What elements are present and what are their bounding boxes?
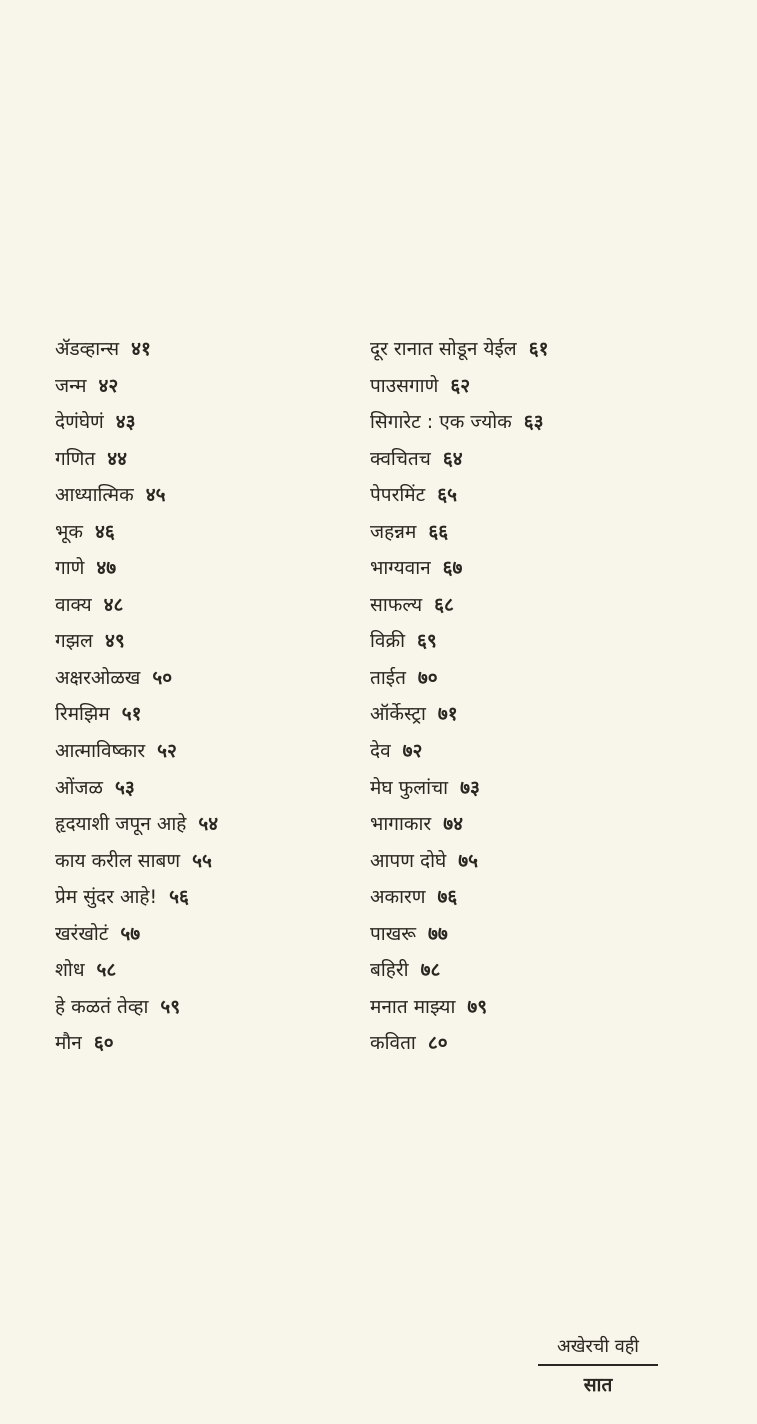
toc-entry <box>55 623 218 660</box>
toc-entry-title: अक्षरओळख <box>55 666 141 689</box>
toc-entry <box>55 843 218 880</box>
toc-entry <box>55 916 218 953</box>
toc-entry-title: शोध <box>55 959 85 982</box>
toc-entry-page-number: ४२ <box>98 374 119 397</box>
toc-entry-page-number: ६४ <box>442 447 463 470</box>
toc-entry-title: हे कळतं तेव्हा <box>55 995 149 1018</box>
toc-entry-page-number: ५४ <box>198 813 219 836</box>
toc-entry-title: ओंजळ <box>55 776 103 799</box>
toc-entry <box>55 806 218 843</box>
toc-entry-title: कविता <box>370 1032 416 1055</box>
toc-right-column <box>370 331 548 1062</box>
toc-entry-title: ॲडव्हान्स <box>55 338 120 360</box>
toc-entry-title: भागाकार <box>370 813 432 836</box>
toc-entry-page-number: ७० <box>417 666 438 689</box>
toc-entry <box>55 331 218 368</box>
toc-entry-page-number: ५९ <box>160 995 181 1018</box>
toc-entry-page-number: ४५ <box>145 484 166 507</box>
toc-entry <box>370 879 548 916</box>
toc-entry-title: देणंघेणं <box>55 411 104 434</box>
toc-entry <box>55 1025 218 1062</box>
toc-entry-title: दूर रानात सोडून येईल <box>370 338 517 360</box>
toc-entry <box>370 623 548 660</box>
toc-entry <box>370 514 548 551</box>
toc-entry-title: भाग्यवान <box>370 557 431 580</box>
toc-entry-title: क्वचितच <box>370 447 431 470</box>
toc-entry-page-number: ७२ <box>402 740 423 763</box>
toc-entry-title: आपण दोघे <box>370 849 447 872</box>
toc-entry-title: बहिरी <box>370 959 409 982</box>
toc-entry-page-number: ८० <box>427 1032 448 1055</box>
toc-entry-page-number: ७४ <box>443 813 463 836</box>
toc-entry <box>370 404 548 441</box>
toc-entry-title: गाणे <box>55 557 85 580</box>
toc-entry-page-number: ६२ <box>450 374 471 397</box>
toc-entry-page-number: ४७ <box>96 557 117 580</box>
toc-entry-page-number: ४९ <box>104 630 125 653</box>
toc-entry-title: आत्माविष्कार <box>55 740 146 763</box>
toc-entry <box>55 879 218 916</box>
toc-entry-page-number: ५० <box>152 666 173 689</box>
toc-entry-page-number: ६६ <box>428 520 449 543</box>
toc-entry-title: मौन <box>55 1032 82 1055</box>
toc-entry-title: आध्यात्मिक <box>55 484 134 507</box>
toc-entry-title: गझल <box>55 630 93 653</box>
toc-entry-title: वाक्य <box>55 593 92 616</box>
toc-entry-page-number: ७३ <box>460 776 480 799</box>
toc-entry-page-number: ४४ <box>107 447 127 470</box>
toc-entry-page-number: ७६ <box>437 886 458 909</box>
toc-entry <box>370 441 548 478</box>
toc-entry <box>55 696 218 733</box>
toc-entry <box>370 989 548 1026</box>
toc-entry-title: साफल्य <box>370 593 423 616</box>
toc-entry <box>55 514 218 551</box>
toc-entry-page-number: ५३ <box>114 776 135 799</box>
toc-entry-title: पेपरमिंट <box>370 484 426 507</box>
toc-entry-page-number: ४६ <box>94 520 115 543</box>
toc-entry-page-number: ५६ <box>169 886 189 909</box>
toc-entry <box>370 696 548 733</box>
toc-entry-page-number: ६८ <box>434 593 454 616</box>
toc-entry-page-number: ४८ <box>103 593 124 616</box>
toc-entry-page-number: ६७ <box>442 557 463 580</box>
toc-entry <box>370 770 548 807</box>
footer-page-number: सात <box>583 1374 613 1396</box>
toc-entry <box>55 404 218 441</box>
toc-entry-title: विक्री <box>370 630 405 653</box>
toc-entry-title: गणित <box>55 447 96 470</box>
toc-entry <box>370 733 548 770</box>
toc-entry-page-number: ४१ <box>131 338 151 360</box>
toc-entry <box>370 368 548 405</box>
toc-entry <box>55 368 218 405</box>
toc-entry-title: काय करील साबण <box>55 849 181 872</box>
toc-entry-title: मेघ फुलांचा <box>370 776 449 799</box>
toc-entry-page-number: ५२ <box>157 740 177 763</box>
toc-entry-title: भूक <box>55 520 83 543</box>
toc-entry <box>370 331 548 368</box>
toc-entry-page-number: ५५ <box>192 849 212 872</box>
toc-entry-page-number: ५८ <box>96 959 117 982</box>
toc-entry-title: रिमझिम <box>55 703 110 726</box>
toc-entry <box>55 587 218 624</box>
toc-entry <box>370 660 548 697</box>
toc-entry <box>55 477 218 514</box>
toc-entry-page-number: ७७ <box>428 922 448 945</box>
toc-entry <box>55 770 218 807</box>
toc-left-column <box>55 331 218 1062</box>
toc-entry-page-number: ४३ <box>115 411 136 434</box>
toc-entry <box>370 550 548 587</box>
toc-entry-title: प्रेम सुंदर आहे! <box>55 886 158 909</box>
toc-entry-page-number: ५७ <box>120 922 141 945</box>
toc-entry-title: मनात माझ्या <box>370 995 456 1018</box>
toc-entry <box>370 477 548 514</box>
toc-entry <box>55 952 218 989</box>
toc-entry <box>55 989 218 1026</box>
toc-entry-title: पाखरू <box>370 922 417 945</box>
toc-entry-page-number: ६९ <box>417 630 437 653</box>
toc-entry-page-number: ६३ <box>523 411 544 434</box>
toc-entry-page-number: ६५ <box>437 484 457 507</box>
toc-entry-title: खरंखोटं <box>55 922 109 945</box>
toc-entry-title: पाउसगाणे <box>370 374 439 397</box>
toc-entry <box>55 733 218 770</box>
toc-entry-title: ताईत <box>370 666 406 689</box>
toc-entry <box>370 587 548 624</box>
toc-entry-page-number: ७८ <box>420 959 441 982</box>
page-footer <box>538 1333 658 1400</box>
toc-entry <box>370 1025 548 1062</box>
toc-entry-page-number: ७९ <box>467 995 488 1018</box>
toc-entry <box>55 441 218 478</box>
toc-entry <box>370 952 548 989</box>
toc-entry <box>55 660 218 697</box>
toc-entry-title: देव <box>370 740 391 763</box>
footer-book-title: अखेरची वही <box>538 1333 658 1366</box>
toc-entry <box>370 806 548 843</box>
toc-entry-title: जहन्नम <box>370 520 417 543</box>
toc-entry <box>55 550 218 587</box>
toc-entry-title: सिगारेट : एक ज्योक <box>370 411 512 434</box>
toc-entry-page-number: ५१ <box>121 703 142 726</box>
toc-entry-title: हृदयाशी जपून आहे <box>55 813 187 836</box>
toc-entry <box>370 916 548 953</box>
toc-entry-title: जन्म <box>55 374 87 397</box>
toc-entry-title: ऑर्केस्ट्रा <box>370 703 426 726</box>
toc-entry-page-number: ७५ <box>458 849 478 872</box>
toc-entry-page-number: ७१ <box>437 703 458 726</box>
toc-entry <box>370 843 548 880</box>
toc-entry-page-number: ६० <box>93 1032 114 1055</box>
toc-entry-title: अकारण <box>370 886 426 909</box>
toc-entry-page-number: ६१ <box>528 338 549 360</box>
